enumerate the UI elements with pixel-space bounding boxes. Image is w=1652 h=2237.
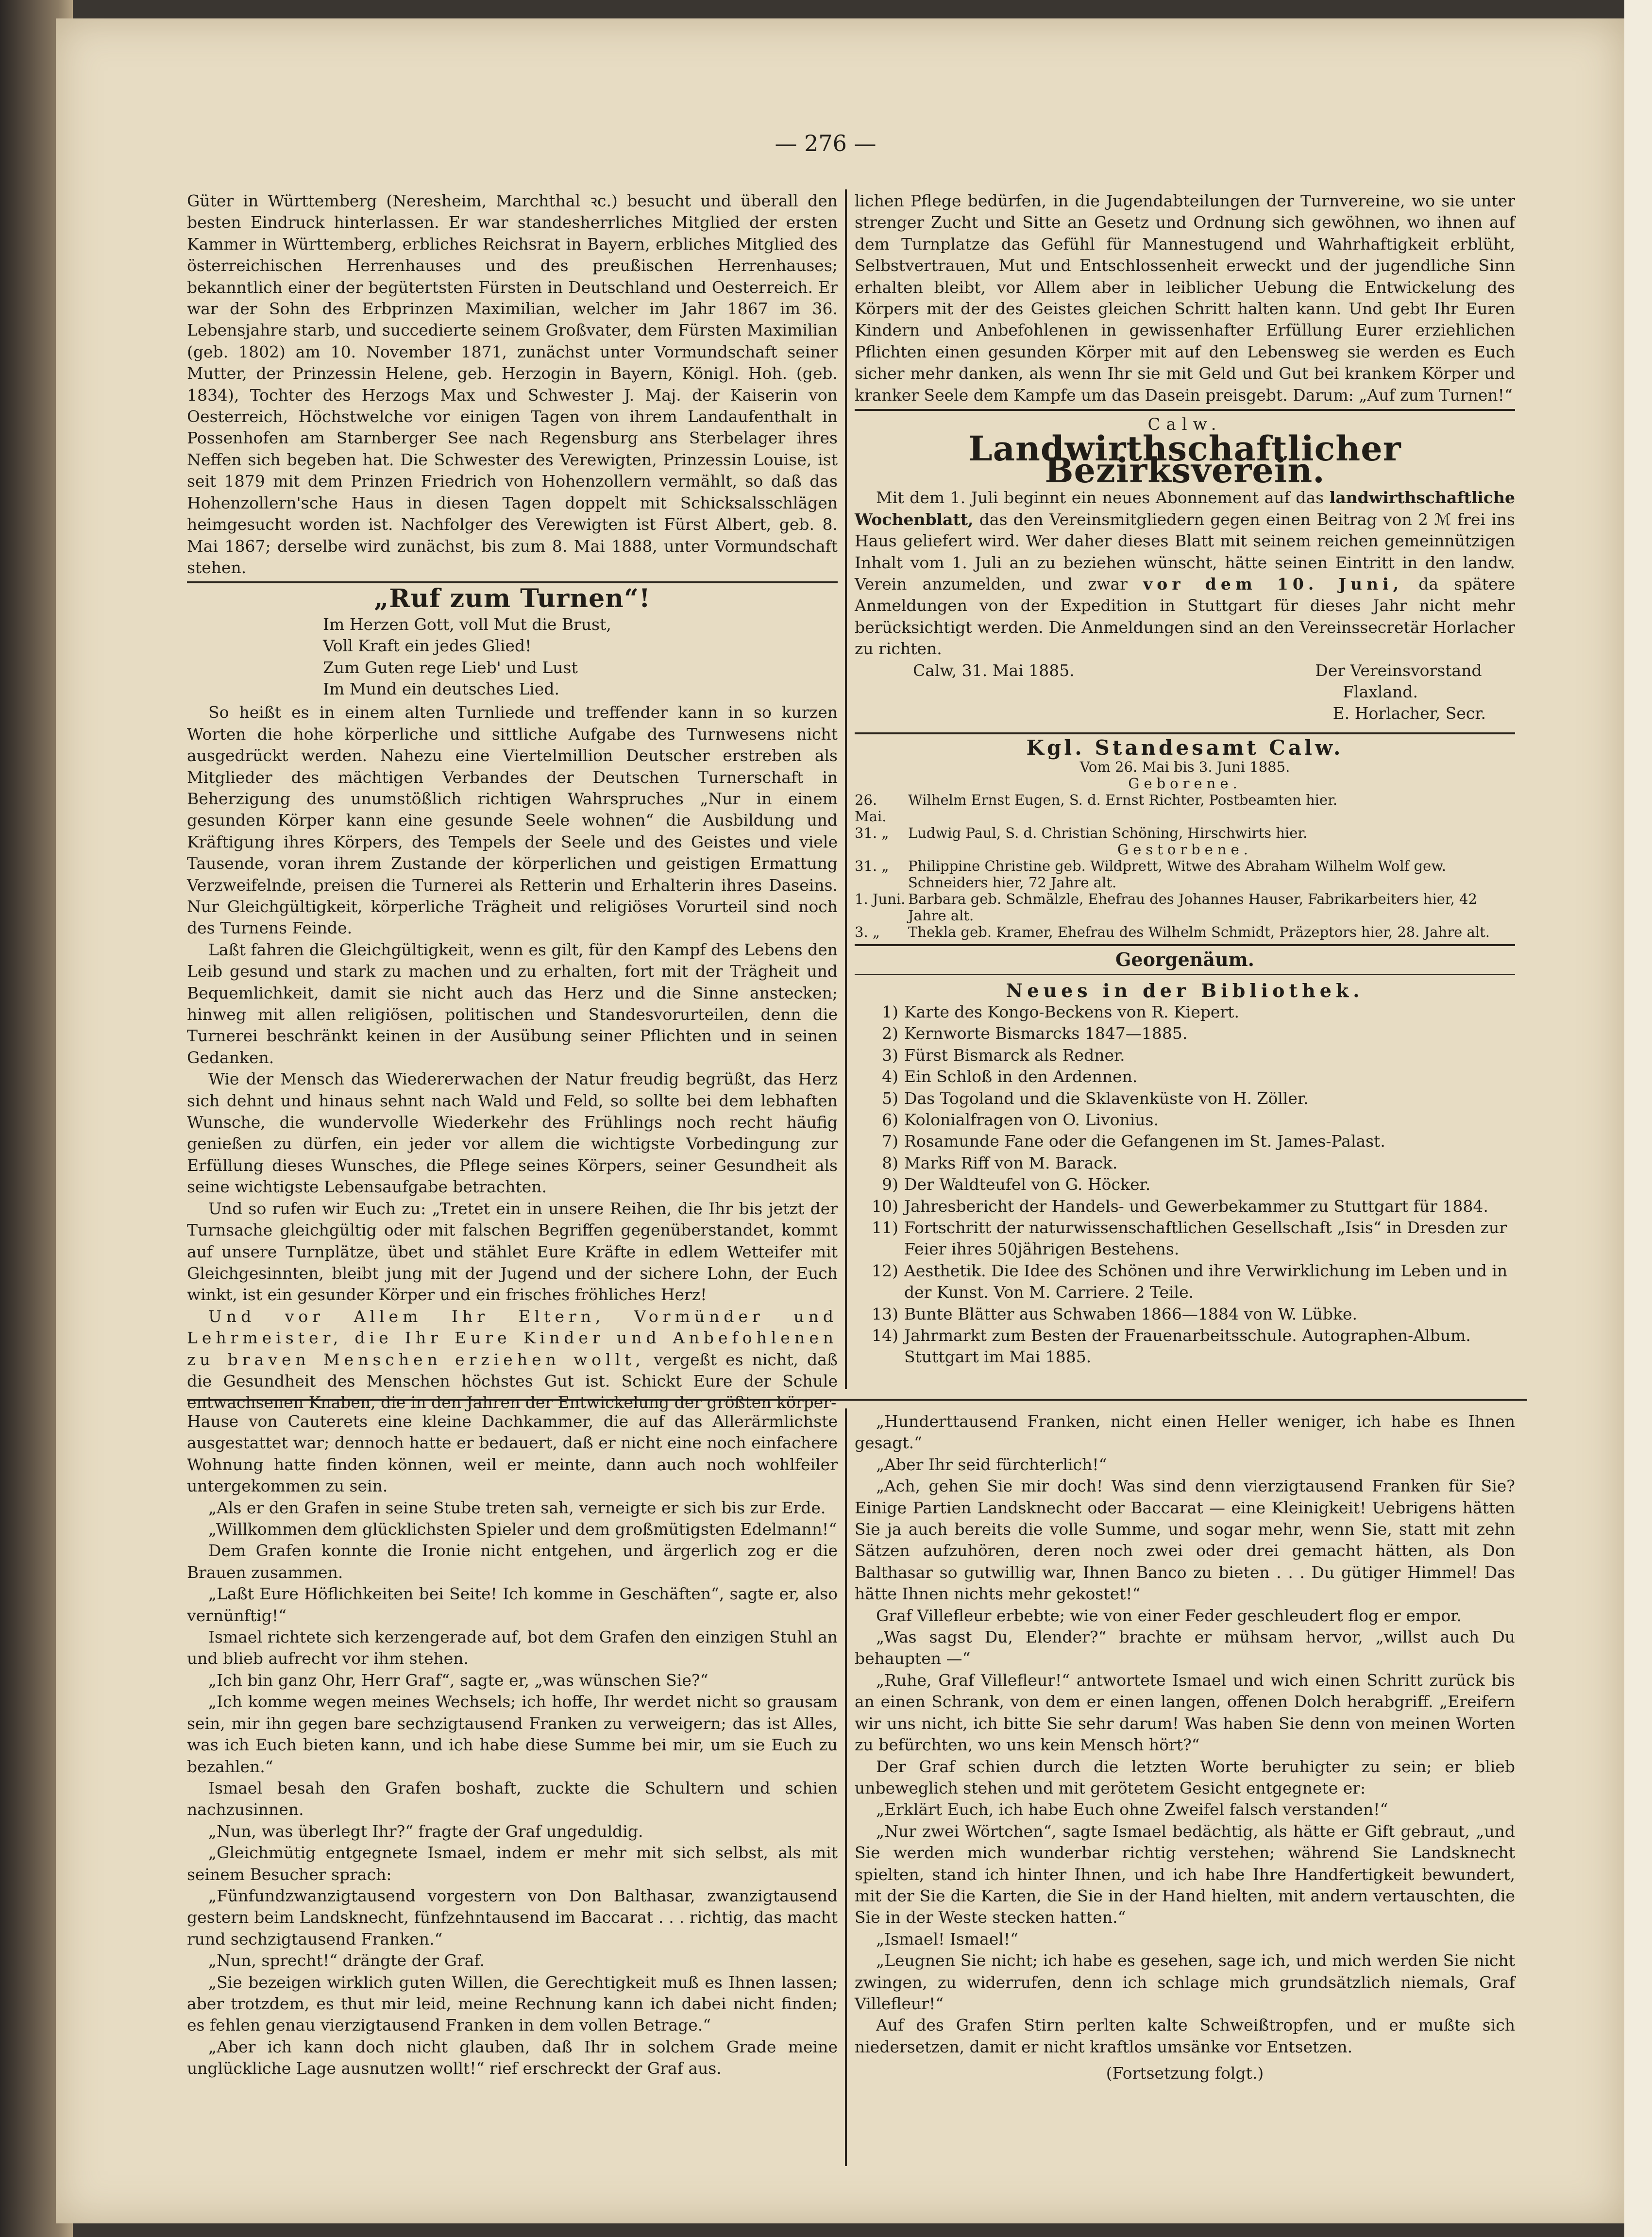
entry-text: Wilhelm Ernst Eugen, S. d. Ernst Richter, Postbeamten hier.	[908, 792, 1338, 809]
story-paragraph: „Gleichmütig entgegnete Ismael, indem er mehr mit sich selbst, als mit seinem Besucher sprach:	[187, 1843, 838, 1884]
story-paragraph: Der Graf schien durch die letzten Worte beruhigter zu sein; er blieb unbeweglich stehen und mit gerötetem Gesicht entgegnete er:	[855, 1757, 1515, 1797]
page-edge	[1624, 0, 1652, 2237]
entry-date: 1. Juni.	[855, 891, 906, 908]
story-paragraph: „Hunderttausend Franken, nicht einen Heller weniger, ich habe es Ihnen gesagt.“	[855, 1412, 1515, 1453]
standesamt-range: Vom 26. Mai bis 3. Juni 1885.	[1079, 759, 1290, 776]
library-item	[855, 1109, 1515, 1131]
item-text: Fürst Bismarck als Redner.	[904, 1045, 1125, 1065]
story-paragraph: „Willkommen dem glücklichsten Spieler und dem großmütigsten Edelmann!“	[208, 1520, 837, 1539]
register-entry	[855, 924, 1515, 940]
column-rule-bottom	[845, 1408, 847, 2166]
section-rule	[855, 409, 1515, 411]
register-entry	[855, 858, 1515, 891]
section-rule	[855, 974, 1515, 975]
verein-text-part: Mit dem 1. Juli beginnt ein neues Abonnement auf das	[876, 488, 1324, 508]
library-item	[855, 1088, 1515, 1109]
item-text: Bunte Blätter aus Schwaben 1866—1884 von W. Lübke.	[904, 1304, 1357, 1323]
entry-date: 3. „	[855, 924, 880, 941]
item-text: Jahresbericht der Handels- und Gewerbekammer zu Stuttgart für 1884.	[904, 1196, 1488, 1216]
poem-line: Im Herzen Gott, voll Mut die Brust,	[323, 614, 611, 634]
story-paragraph: „Ruhe, Graf Villefleur!“ antwortete Ismael und wich einen Schritt zurück bis an einen Schrank, von dem er einen langen, offenen Dolch herabgriff. „Ereifern wir uns nicht, ich bitte Sie sehr darum! Was haben Sie denn von meinen Worten zu befürchten, wo uns kein Mensch hört?“	[855, 1670, 1515, 1755]
story-paragraph: Ismael richtete sich kerzengerade auf, bot dem Grafen den einzigen Stuhl an und blieb aufrecht vor ihm stehen.	[187, 1627, 838, 1668]
library-list	[855, 1001, 1515, 1368]
item-number: 10)	[872, 1196, 898, 1216]
wochenblatt-name: landwirthschaftliche Wochenblatt,	[855, 488, 1515, 529]
turnen-paragraph: Wie der Mensch das Wiedererwachen der Natur freudig begrüßt, das Herz sich dehnt und hinaus sehnt nach Wald und Feld, so sollte bei dem lebhaften Wunsche, die wundervolle Wiederkehr des Frühlings noch recht häufig genießen zu dürfen, ein jeder vor allem die wichtigste Vorbedingung zur Erfüllung dieses Wunsches, die Pflege seines Körpers, seiner Gesundheit als seine wichtigste Lebensaufgabe betrachten.	[187, 1069, 838, 1197]
item-number: 2)	[882, 1024, 898, 1043]
item-number: 4)	[882, 1067, 898, 1086]
births-heading: Geborene.	[1128, 775, 1242, 792]
library-item	[855, 1260, 1515, 1304]
entry-text: Barbara geb. Schmälzle, Ehefrau des Johannes Hauser, Fabrikarbeiters hier, 42 Jahre alt.	[908, 891, 1477, 924]
verein-text-part: da spätere Anmeldungen von der Expedition in Stuttgart für dieses Jahr nicht mehr berücksichtigt werden. Die Anmeldungen sind an den Vereinssecretär Horlacher zu richten.	[855, 574, 1515, 659]
story-paragraph: „Ach, gehen Sie mir doch! Was sind denn vierzigtausend Franken für Sie? Einige Partien Landsknecht oder Baccarat — eine Kleinigkeit! Uebrigens hätten Sie ja auch bereits die volle Summe, und sogar mehr, wenn Sie, statt mit zehn Sätzen aufzuhören, deren noch zwei oder drei gemacht hätten, als Don Balthasar so gutwillig war, Ihnen Banco zu bieten . . . Du gütiger Himmel! Das hätte Ihnen nichts mehr gekostet!“	[855, 1476, 1515, 1604]
turnen-paragraph	[187, 1306, 838, 1414]
deaths-heading: Gestorbene.	[1117, 841, 1252, 858]
story-paragraph: „Laßt Eure Höflichkeiten bei Seite! Ich komme in Geschäften“, sagte er, also vernünftig!“	[187, 1584, 838, 1625]
verein-signer: Der Vereinsvorstand	[1315, 661, 1482, 680]
entry-date: 26. Mai.	[855, 792, 887, 825]
library-item	[855, 1045, 1515, 1066]
item-text: Aesthetik. Die Idee des Schönen und ihre Verwirklichung im Leben und in der Kunst. Von M. Carriere. 2 Teile.	[904, 1261, 1508, 1302]
story-paragraph: „Fünfundzwanzigtausend vorgestern von Don Balthasar, zwanzigtausend gestern beim Landsknecht, fünfzehntausend im Baccarat . . . richtig, das macht rund sechzigtausend Franken.“	[187, 1886, 838, 1949]
turnen-continuation: lichen Pflege bedürfen, in die Jugendabteilungen der Turnvereine, wo sie unter strenger Zucht und Sitte an Gesetz und Ordnung sich gewöhnen, wo ihnen auf dem Turnplatze das Gefühl für Mannestugend und Wahrhaftigkeit erblüht, Selbstvertrauen, Mut und Entschlossenheit erweckt und der jugendliche Sinn erhalten bleibt, vor Allem aber in leiblicher Uebung die Entwickelung des Körpers mit der des Geistes gleichen Schritt halten kann. Und gebt Ihr Euren Kindern und Anbefohlenen in gewissenhafter Erfüllung Eurer erziehlichen Pflichten einen gesunden Körper mit auf den Lebensweg sie werden es Euch sicher mehr danken, als wenn Ihr sie mit Geld und Gut bei krankem Körper und kranker Seele dem Kampfe um das Dasein preisgebt. Darum: „Auf zum Turnen!“	[855, 191, 1515, 405]
item-text: Jahrmarkt zum Besten der Frauenarbeitsschule. Autographen-Album. Stuttgart im Mai 1885.	[904, 1326, 1471, 1367]
story-paragraph: „Nun, was überlegt Ihr?“ fragte der Graf ungeduldig.	[208, 1821, 643, 1841]
story-paragraph: Hause von Cauterets eine kleine Dachkammer, die auf das Allerärmlichste ausgestattet war; dennoch hatte er bedauert, daß er nicht eine noch einfachere Wohnung hatte finden können, weil er meinte, dann auch noch wohlfeiler untergekommen zu sein.	[187, 1412, 838, 1496]
item-number: 13)	[872, 1304, 898, 1323]
item-number: 7)	[882, 1132, 898, 1151]
story-paragraph: Ismael besah den Grafen boshaft, zuckte die Schultern und schien nachzusinnen.	[187, 1778, 838, 1819]
entry-text: Ludwig Paul, S. d. Christian Schöning, Hirschwirts hier.	[908, 825, 1308, 842]
calw-heading: Calw.	[1147, 415, 1222, 435]
library-item	[855, 1325, 1515, 1368]
story-paragraph: „Sie bezeigen wirklich guten Willen, die Gerechtigkeit muß es Ihnen lassen; aber trotzdem, es thut mir leid, meine Rechnung kann ich dabei nicht finden; es fehlen genau vierzigtausend Franken in dem vollen Betrage.“	[187, 1972, 838, 2035]
section-rule	[187, 581, 838, 583]
story-paragraph: „Nun, sprecht!“ drängte der Graf.	[208, 1951, 485, 1970]
story-paragraph: Dem Grafen konnte die Ironie nicht entgehen, und ärgerlich zog er die Brauen zusammen.	[187, 1541, 838, 1582]
article-fuerst-text: Güter in Württemberg (Neresheim, Marchthal ꝛc.) besucht und überall den besten Eindruck hinterlassen. Er war standesherrliches Mitglied der ersten Kammer in Württemberg, erbliches Reichsrat in Bayern, erbliches Mitglied des österreichischen Herrenhauses und des preußischen Herrenhauses; bekanntlich einer der begütertsten Fürsten in Deutschland und Oesterreich. Er war der Sohn des Erbprinzen Maximilian, welcher im Jahr 1867 im 36. Lebensjahre starb, und succedierte seinem Großvater, dem Fürsten Maximilian (geb. 1802) am 10. November 1871, zunächst unter Vormundschaft seiner Mutter, der Prinzessin Helene, geb. Herzogin in Bayern, Königl. Hoh. (geb. 1834), Tochter des Herzogs Max und Schwester J. Maj. der Kaiserin von Oesterreich, Höchstwelche vor einigen Tagen von ihrem Landaufenthalt in Possenhofen am Starnberger See nach Regensburg ans Sterbelager ihres Neffen sich begeben hat. Die Schwester des Verewigten, Prinzessin Louise, ist seit 1879 mit dem Prinzen Friedrich von Hohenzollern vermählt, so daß das Hohenzollern'sche Haus in diesen Tagen doppelt mit Schicksalsschlägen heimgesucht worden ist. Nachfolger des Verewigten ist Fürst Albert, geb. 8. Mai 1867; derselbe wird zunächst, bis zum 8. Mai 1888, unter Vormundschaft stehen.	[187, 191, 838, 577]
story-paragraph: „Ich bin ganz Ohr, Herr Graf“, sagte er, „was wünschen Sie?“	[208, 1670, 708, 1690]
story-paragraph: „Als er den Grafen in seine Stube treten sah, verneigte er sich bis zur Erde.	[208, 1498, 826, 1517]
item-number: 6)	[882, 1110, 898, 1129]
emphasis-text: Und vor Allem Ihr Eltern, Vormünder und Lehrmeister, die Ihr Eure Kinder und Anbefohlenen zu braven Menschen erziehen wollt,	[187, 1306, 838, 1369]
library-title: Neues in der Bibliothek.	[1006, 979, 1364, 1001]
library-item	[855, 1174, 1515, 1195]
story-paragraph: „Leugnen Sie nicht; ich habe es gesehen, sage ich, und mich werden Sie nicht zwingen, zu widerrufen, denn ich schlage mich grundsätzlich niemals, Graf Villefleur!“	[855, 1951, 1515, 2013]
item-text: Das Togoland und die Sklavenküste von H. Zöller.	[904, 1088, 1309, 1108]
verein-signature-row	[855, 660, 1515, 681]
standesamt-title: Kgl. Standesamt Calw.	[1026, 735, 1344, 760]
library-item	[855, 1217, 1515, 1260]
poem-line: Im Mund ein deutsches Lied.	[323, 679, 559, 698]
item-number: 14)	[872, 1326, 898, 1345]
verein-text	[855, 487, 1515, 660]
item-text: Rosamunde Fane oder die Gefangenen im St. James-Palast.	[904, 1132, 1385, 1151]
turnen-paragraph: So heißt es in einem alten Turnliede und treffender kann in so kurzen Worten die hohe körperliche und sittliche Aufgabe des Turnwesens nicht ausgedrückt werden. Nahezu eine Viertelmillion Deutscher erstreben als Mitglieder des mächtigen Verbandes der Deutschen Turnerschaft in Beherzigung des unumstößlich richtigen Wahrspruches „Nur in einem gesunden Körper kann eine gesunde Seele wohnen“ die Ausbildung und Kräftigung ihres Körpers, des Tempels der Seele und des Geistes und viele Tausende, voran ihrem Zustande der körperlichen und geistigen Ermattung Verzweifelnde, preisen die Turnerei als Retterin und Erhalterin ihres Daseins. Nur Gleichgültigkeit, körperliche Trägheit und religiöses Vorurteil sind noch des Turnens Feinde.	[187, 703, 838, 938]
verein-signer: Flaxland.	[1343, 682, 1418, 701]
story-paragraph: „Erklärt Euch, ich habe Euch ohne Zweifel falsch verstanden!“	[876, 1800, 1388, 1819]
library-item	[855, 1131, 1515, 1152]
verein-text-part: das den Vereinsmitgliedern gegen einen Beitrag von 2 ℳ frei ins Haus geliefert wird. Wer daher dieses Blatt mit seinem reichen gemeinnützigen Inhalt vom 1. Juli an zu beziehen wünscht, hätte seinen Eintritt in den landw. Verein anzumelden, und zwar	[855, 509, 1515, 593]
item-number: 3)	[882, 1045, 898, 1065]
georgenaeum-heading: Georgenäum.	[1115, 949, 1255, 971]
item-number: 5)	[882, 1088, 898, 1108]
births-list	[855, 792, 1515, 841]
library-item	[855, 1196, 1515, 1217]
item-text: Ein Schloß in den Ardennen.	[904, 1067, 1138, 1086]
top-left-column	[187, 190, 838, 1412]
item-number: 11)	[872, 1218, 898, 1237]
verein-signer: E. Horlacher, Secr.	[1332, 704, 1486, 723]
turnen-text: vergeßt es nicht, daß die Gesundheit des Menschen höchstes Gut ist. Schickt Eure der Schule entwachsenen Knaben, die in den Jahren der Entwickelung der größten körper-	[187, 1350, 838, 1412]
story-paragraph: Graf Villefleur erbebte; wie von einer Feder geschleudert flog er empor.	[876, 1606, 1462, 1625]
item-number: 8)	[882, 1153, 898, 1172]
bottom-right-column	[855, 1411, 1515, 2169]
library-item	[855, 1023, 1515, 1044]
story-paragraph: „Nur zwei Wörtchen“, sagte Ismael bedächtig, als hätte er Gift gebraut, „und Sie werden mich wunderbar richtig verstehen; während Sie Landsknecht spielten, stand ich hinter Ihnen, und ich habe Ihre Handfertigkeit bewundert, mit der Sie die Karten, die Sie in der Hand hielten, mit andern vertauschten, die Sie in der Weste stecken hatten.“	[855, 1821, 1515, 1927]
deadline-date: vor dem 10. Juni,	[1143, 574, 1403, 593]
story-paragraph: „Ich komme wegen meines Wechsels; ich hoffe, Ihr werdet nicht so grausam sein, mir ihn gegen bare sechzigtausend Franken zu verweigern; das ist Alles, was ich Euch bieten kann, und ich habe diese Summe bei mir, um sie Euch zu bezahlen.“	[187, 1692, 838, 1776]
item-text: Kernworte Bismarcks 1847—1885.	[904, 1024, 1188, 1043]
section-rule	[855, 732, 1515, 734]
entry-date: 31. „	[855, 825, 889, 842]
verein-place-date: Calw, 31. Mai 1885.	[913, 661, 1075, 680]
poem-line: Zum Guten rege Lieb' und Lust	[323, 658, 578, 677]
turnen-heading: „Ruf zum Turnen“!	[374, 584, 651, 614]
item-number: 1)	[882, 1002, 898, 1021]
item-text: Der Waldteufel von G. Höcker.	[904, 1175, 1151, 1194]
story-paragraph: „Ismael! Ismael!“	[876, 1929, 1019, 1949]
item-number: 9)	[882, 1175, 898, 1194]
entry-text: Thekla geb. Kramer, Ehefrau des Wilhelm Schmidt, Präzeptors hier, 28. Jahre alt.	[908, 924, 1490, 941]
item-number: 12)	[872, 1261, 898, 1280]
deaths-list	[855, 858, 1515, 940]
verein-title: Landwirthschaftlicher Bezirksverein.	[968, 428, 1401, 491]
entry-text: Philippine Christine geb. Wildprett, Witwe des Abraham Wilhelm Wolf gew. Schneiders hier, 72 Jahre alt.	[908, 858, 1446, 891]
column-rule-top	[845, 189, 847, 1389]
library-item	[855, 1066, 1515, 1087]
poem-line: Voll Kraft ein jedes Glied!	[323, 636, 532, 656]
story-paragraph: „Aber Ihr seid fürchterlich!“	[876, 1455, 1107, 1474]
top-right-column	[855, 190, 1515, 1395]
library-item	[855, 1001, 1515, 1023]
story-paragraph: „Was sagst Du, Elender?“ brachte er mühsam hervor, „willst auch Du behaupten —“	[855, 1627, 1515, 1668]
library-item	[855, 1152, 1515, 1174]
turnen-paragraph: Und so rufen wir Euch zu: „Tretet ein in unsere Reihen, die Ihr bis jetzt der Turnsache gleichgültig oder mit falschen Begriffen gegenüberstandet, kommt auf unsere Turnplätze, übet und stählet Eure Kräfte in edlem Wetteifer mit Gleichgesinnten, bleibt jung mit der Jugend und der sichere Lohn, der Euch winkt, ist ein gesunder Körper und ein frisches fröhliches Herz!	[187, 1199, 838, 1305]
page-number: — 276 —	[775, 130, 877, 156]
item-text: Kolonialfragen von O. Livonius.	[904, 1110, 1159, 1129]
register-entry	[855, 891, 1515, 924]
entry-date: 31. „	[855, 858, 889, 875]
story-paragraph: Auf des Grafen Stirn perlten kalte Schweißtropfen, und er mußte sich niedersetzen, damit er nicht kraftlos umsänke vor Entsetzen.	[855, 2016, 1515, 2056]
continuation-note: (Fortsetzung folgt.)	[1106, 2064, 1264, 2083]
poem	[323, 614, 838, 700]
register-entry	[855, 825, 1515, 841]
library-item	[855, 1304, 1515, 1325]
story-paragraph: „Aber ich kann doch nicht glauben, daß Ihr in solchem Grade meine unglückliche Lage ausnutzen wollt!“ rief erschreckt der Graf aus.	[187, 2037, 838, 2078]
item-text: Fortschritt der naturwissenschaftlichen Gesellschaft „Isis“ in Dresden zur Feier ihres 50jährigen Bestehens.	[904, 1218, 1507, 1259]
item-text: Karte des Kongo-Beckens von R. Kiepert.	[904, 1002, 1239, 1021]
turnen-paragraph: Laßt fahren die Gleichgültigkeit, wenn es gilt, für den Kampf des Lebens den Leib gesund und stark zu machen und zu erhalten, fort mit der Trägheit und Bequemlichkeit, damit sie nicht auch das Herz und die Sinne anstecken; hinweg mit allen religiösen, politischen und Standesvorurteilen, denn die Turnerei beschränkt keinen in der Ausübung seiner Pflichten und in seinen Gedanken.	[187, 940, 838, 1067]
item-text: Marks Riff von M. Barack.	[904, 1153, 1118, 1172]
section-rule	[855, 944, 1515, 946]
register-entry	[855, 792, 1515, 825]
bottom-left-column	[187, 1411, 838, 2169]
